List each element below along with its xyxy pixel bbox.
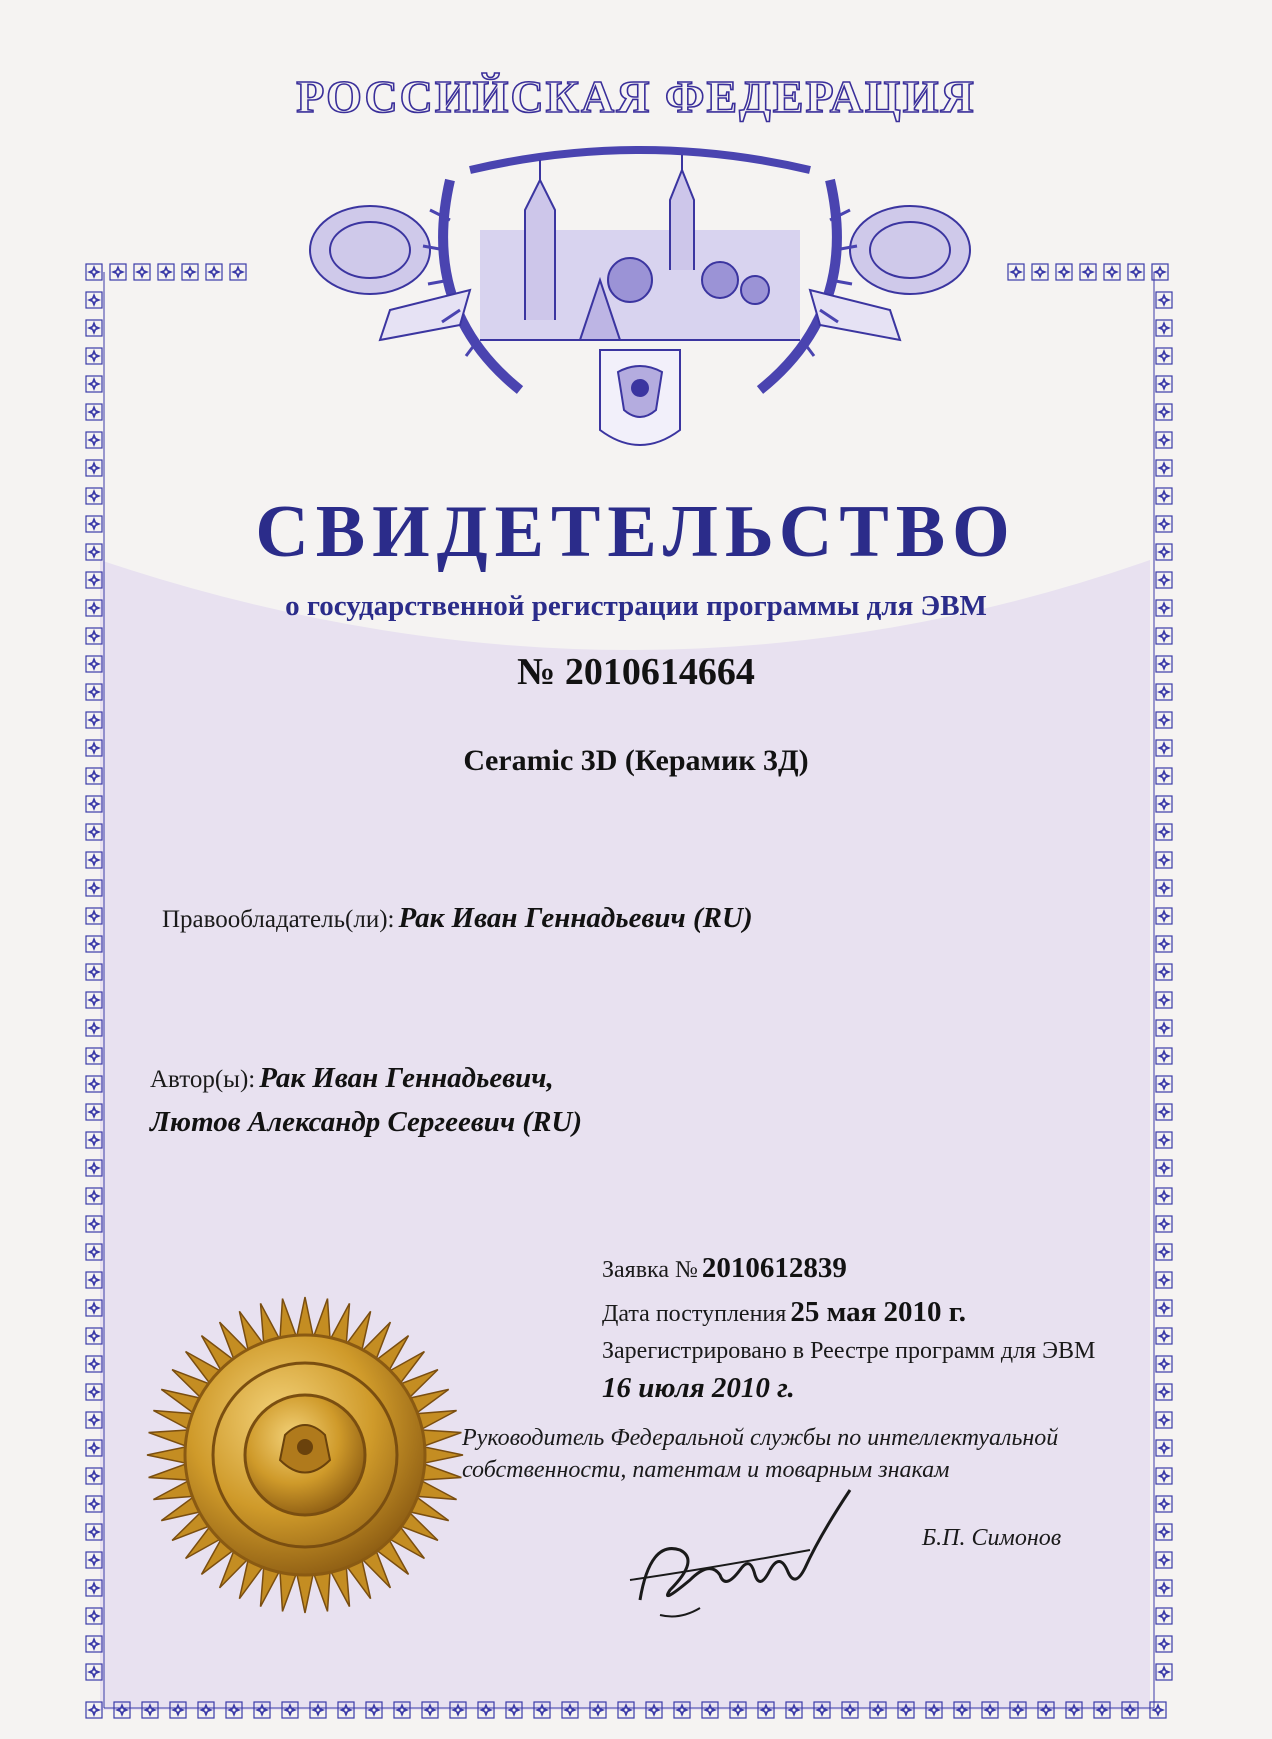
document-subtitle: о государственной регистрации программы для ЭВМ: [285, 590, 987, 622]
application-number: 2010612839: [701, 1252, 847, 1284]
rights-holder-value: Рак Иван Геннадьевич (RU): [398, 902, 753, 934]
authors-label: Автор(ы):: [150, 1066, 256, 1093]
authors-line2: Лютов Александр Сергеевич (RU): [150, 1106, 583, 1138]
country-title: РОССИЙСКАЯ ФЕДЕРАЦИЯ: [296, 71, 976, 122]
signatory-title-line2: собственности, патентам и товарным знакам: [462, 1457, 950, 1483]
signatory-name: Б.П. Симонов: [922, 1525, 1062, 1551]
authors-row: [150, 1062, 554, 1095]
signature-icon: [620, 1480, 880, 1630]
program-name: Ceramic 3D (Керамик 3Д): [463, 744, 809, 777]
received-date: 25 мая 2010 г.: [790, 1296, 966, 1328]
application-row: [602, 1252, 847, 1285]
application-label: Заявка №: [602, 1257, 698, 1283]
kremlin-emblem-icon: [300, 140, 980, 480]
registered-date: 16 июля 2010 г.: [602, 1372, 795, 1404]
received-row: [602, 1296, 966, 1329]
signatory-title: [462, 1422, 1142, 1486]
registered-label: Зарегистрировано в Реестре программ для ЭВМ: [602, 1338, 1096, 1364]
certificate-number: № 2010614664: [517, 651, 755, 693]
document-title: СВИДЕТЕЛЬСТВО: [255, 491, 1017, 573]
rights-holder-label: Правообладатель(ли):: [162, 906, 395, 933]
authors-line1: Рак Иван Геннадьевич,: [259, 1062, 554, 1094]
rights-holder-row: [162, 902, 753, 935]
gold-seal-icon: [140, 1290, 470, 1620]
received-label: Дата поступления: [602, 1301, 787, 1327]
signatory-title-line1: Руководитель Федеральной службы по интеллектуальной: [462, 1425, 1059, 1451]
